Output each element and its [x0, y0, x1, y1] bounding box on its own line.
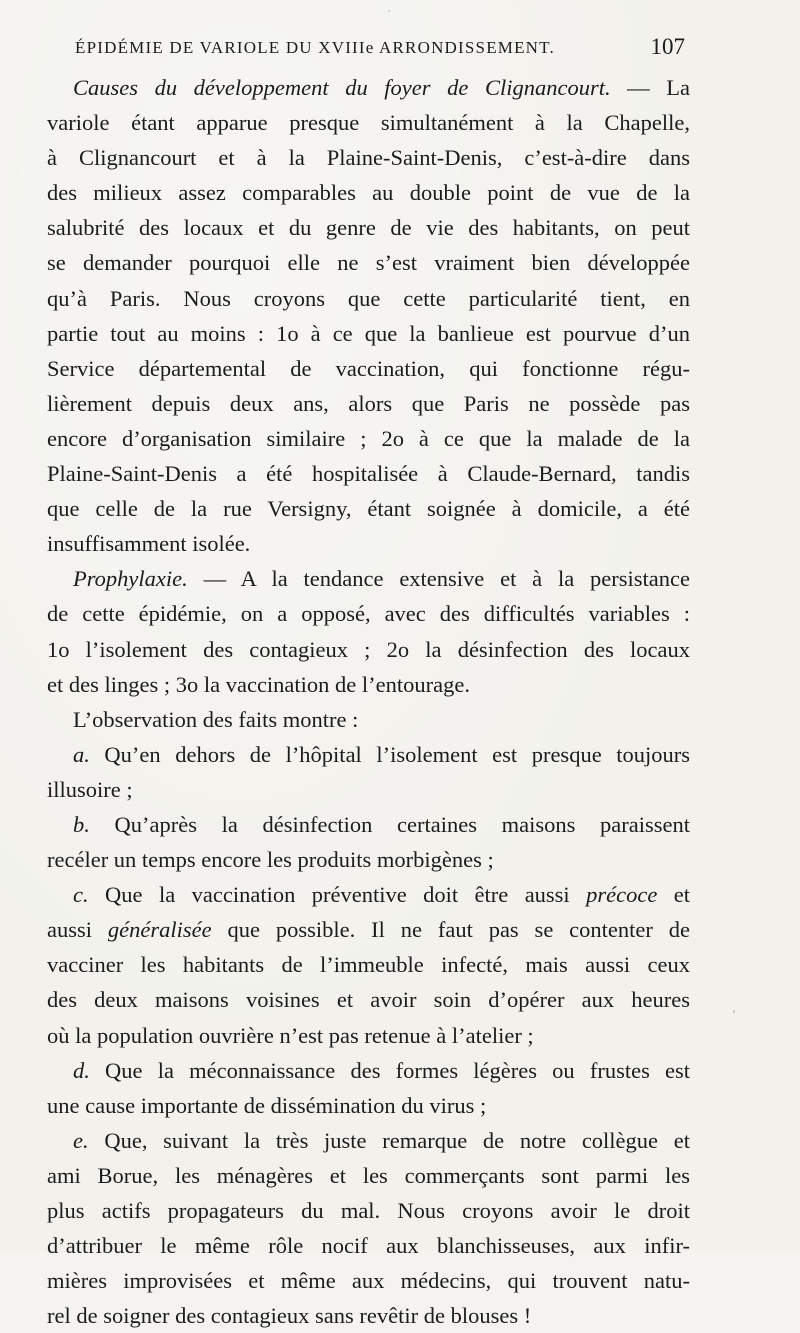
- text-line: [47, 105, 690, 140]
- running-title: ÉPIDÉMIE DE VARIOLE DU XVIIIe ARRONDISSEMENT.: [75, 38, 555, 57]
- italic-run: Prophylaxie.: [73, 566, 188, 592]
- text-line: [47, 1263, 690, 1298]
- running-head: [75, 34, 685, 64]
- text-run: salubrité des locaux et du genre de vie des habitants, on peut: [47, 215, 690, 241]
- text-run: une cause importante de dissémination du virus ;: [47, 1092, 487, 1118]
- text-run: recéler un temps encore les produits morbigènes ;: [47, 847, 494, 873]
- body-text: [47, 70, 690, 1333]
- text-line: [47, 596, 690, 631]
- text-run: Qu’après la désinfection certaines maisons paraissent: [89, 811, 690, 837]
- paper-speck: [733, 1010, 735, 1013]
- text-line: [47, 210, 690, 245]
- text-run: où la population ouvrière n’est pas retenue à l’atelier ;: [47, 1022, 534, 1048]
- text-line: [47, 526, 690, 561]
- text-run: Que la méconnaissance des formes légères ou frustes est: [89, 1057, 690, 1083]
- text-line: [47, 1158, 690, 1193]
- text-run: et: [657, 882, 690, 908]
- text-line: [47, 1018, 690, 1053]
- text-line: [47, 667, 690, 702]
- italic-run: b.: [73, 811, 90, 837]
- page-number: 107: [650, 34, 685, 59]
- italic-run: généralisée: [107, 917, 212, 943]
- text-run: variole étant apparue presque simultanément à la Chapelle,: [47, 110, 690, 136]
- text-line: [47, 912, 690, 947]
- text-line: [47, 386, 690, 421]
- text-line: [47, 737, 690, 772]
- text-line: [47, 175, 690, 210]
- text-run: 1o l’isolement des contagieux ; 2o la désinfection des locaux: [47, 636, 690, 662]
- text-run: des milieux assez comparables au double point de vue de la: [47, 180, 690, 206]
- text-line: [47, 491, 690, 526]
- paper-speck: [388, 10, 390, 12]
- text-line: [47, 281, 690, 316]
- text-line: [47, 245, 690, 280]
- text-line: [47, 1123, 690, 1158]
- text-run: qu’à Paris. Nous croyons que cette particularité tient, en: [47, 285, 690, 311]
- text-run: Qu’en dehors de l’hôpital l’isolement est presque toujours: [89, 741, 690, 767]
- text-run: que possible. Il ne faut pas se contenter de: [211, 917, 690, 943]
- text-run: illusoire ;: [47, 776, 133, 802]
- text-run: Plaine-Saint-Denis a été hospitalisée à Claude-Bernard, tandis: [47, 461, 690, 487]
- text-line: [47, 561, 690, 596]
- italic-run: précoce: [586, 882, 658, 908]
- text-line: [47, 351, 690, 386]
- text-run: mières improvisées et même aux médecins, qui trouvent natu-: [47, 1268, 690, 1294]
- text-line: [47, 947, 690, 982]
- text-line: [47, 982, 690, 1017]
- text-run: encore d’organisation similaire ; 2o à ce que la malade de la: [47, 425, 690, 451]
- text-run: que celle de la rue Versigny, étant soignée à domicile, a été: [47, 496, 690, 522]
- italic-run: e.: [73, 1127, 89, 1153]
- text-run: partie tout au moins : 1o à ce que la banlieue est pourvue d’un: [47, 320, 690, 346]
- text-run: d’attribuer le même rôle nocif aux blanchisseuses, aux infir-: [47, 1233, 690, 1259]
- text-line: [47, 702, 690, 737]
- text-line: [47, 877, 690, 912]
- text-run: insuffisamment isolée.: [47, 531, 251, 557]
- text-line: [47, 1228, 690, 1263]
- italic-run: Causes du développement du foyer de Clignancourt.: [73, 75, 611, 100]
- text-run: lièrement depuis deux ans, alors que Paris ne possède pas: [47, 390, 690, 416]
- text-line: [47, 772, 690, 807]
- text-run: des deux maisons voisines et avoir soin d’opérer aux heures: [47, 987, 690, 1013]
- text-run: rel de soigner des contagieux sans revêtir de blouses !: [47, 1303, 532, 1329]
- text-run: et des linges ; 3o la vaccination de l’entourage.: [47, 671, 470, 697]
- italic-run: a.: [73, 741, 90, 767]
- text-line: [47, 70, 690, 105]
- text-line: [47, 1298, 690, 1333]
- text-run: aussi: [47, 917, 108, 943]
- text-line: [47, 1053, 690, 1088]
- text-run: Service départemental de vaccination, qui fonctionne régu-: [47, 355, 690, 381]
- text-run: ami Borue, les ménagères et les commerçants sont parmi les: [47, 1162, 690, 1188]
- text-line: [47, 1193, 690, 1228]
- text-run: L’observation des faits montre :: [73, 706, 359, 732]
- text-run: plus actifs propagateurs du mal. Nous croyons avoir le droit: [47, 1198, 690, 1223]
- text-run: — A la tendance extensive et à la persistance: [187, 566, 690, 592]
- text-run: vacciner les habitants de l’immeuble infecté, mais aussi ceux: [47, 952, 690, 978]
- text-line: [47, 807, 690, 842]
- text-line: [47, 421, 690, 456]
- text-line: [47, 1088, 690, 1123]
- text-run: Que la vaccination préventive doit être aussi: [88, 882, 587, 908]
- text-run: — La: [610, 75, 690, 100]
- text-run: de cette épidémie, on a opposé, avec des difficultés variables :: [47, 601, 690, 627]
- text-run: Que, suivant la très juste remarque de notre collègue et: [88, 1127, 690, 1153]
- text-run: se demander pourquoi elle ne s’est vraiment bien développée: [47, 250, 690, 276]
- text-run: à Clignancourt et à la Plaine-Saint-Denis, c’est-à-dire dans: [47, 145, 690, 171]
- text-line: [47, 842, 690, 877]
- text-line: [47, 316, 690, 351]
- text-line: [47, 140, 690, 175]
- italic-run: c.: [73, 882, 89, 908]
- paper-speck: [330, 722, 332, 724]
- italic-run: d.: [73, 1057, 90, 1083]
- text-line: [47, 632, 690, 667]
- text-line: [47, 456, 690, 491]
